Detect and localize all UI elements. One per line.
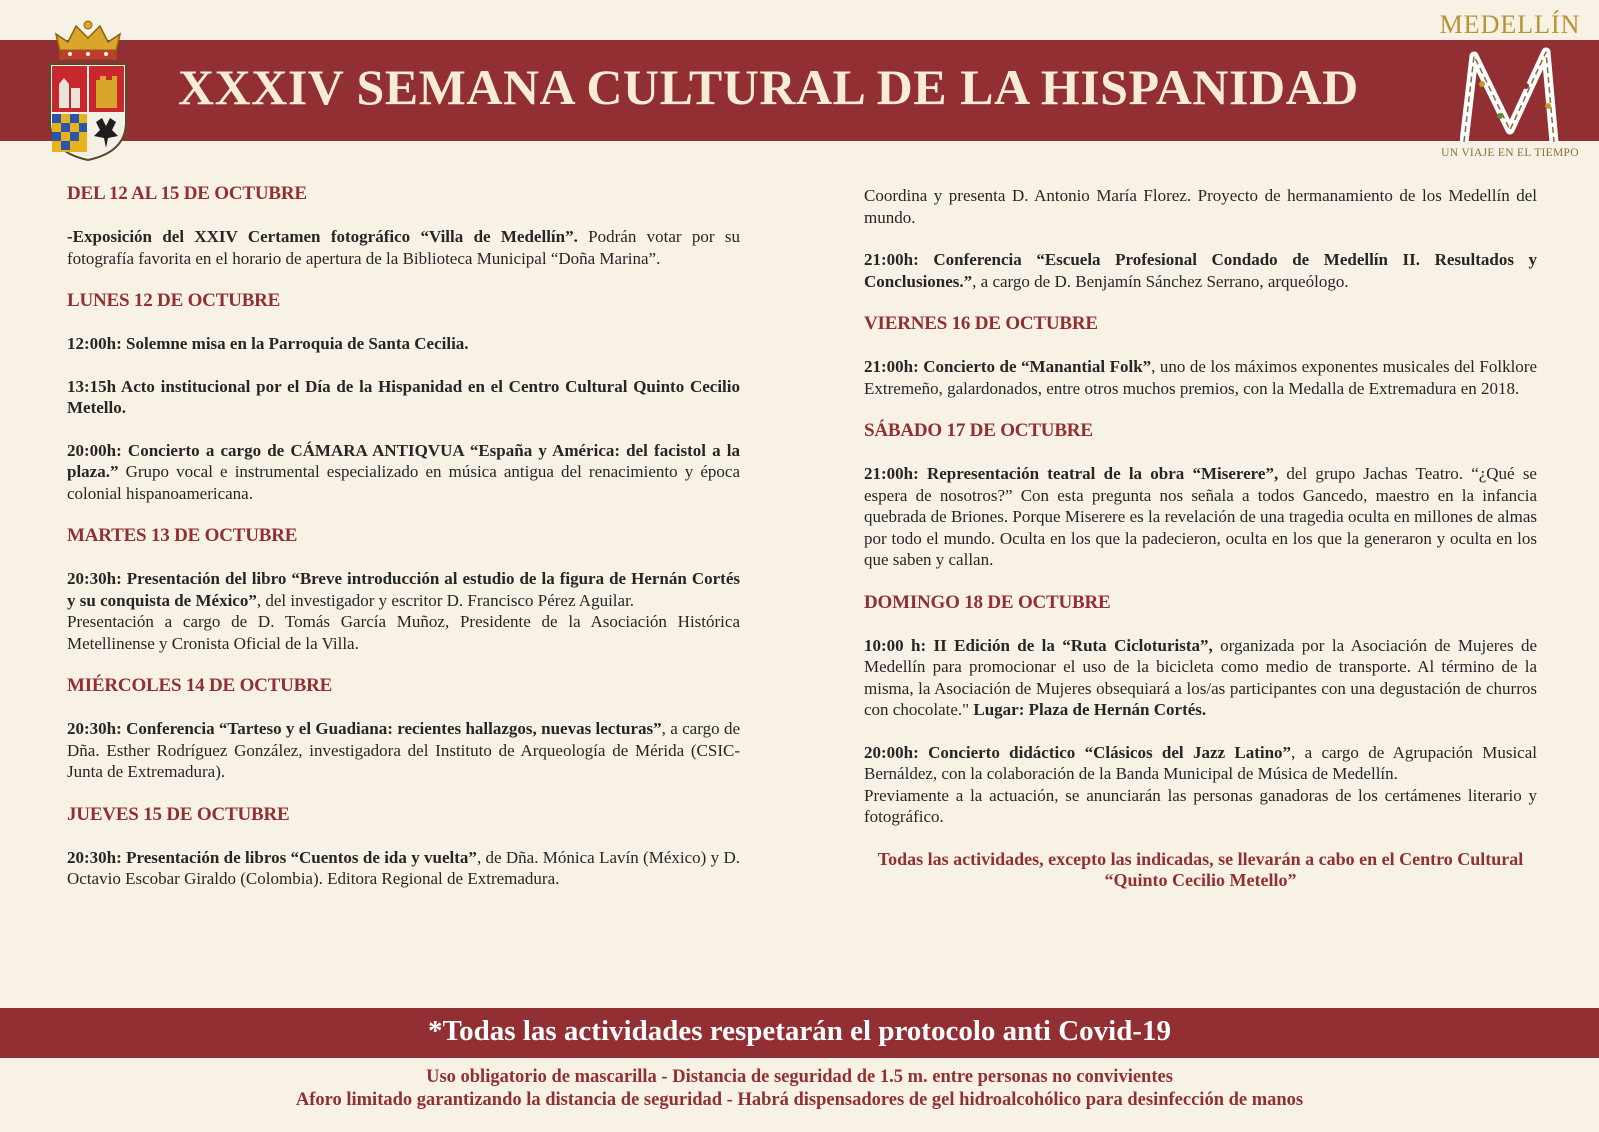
event-title: 21:00h: Conferencia “Escuela Profesional Condado de Medellín II. Resultados y Conclusiones.”	[864, 250, 1537, 291]
day-heading: JUEVES 15 DE OCTUBRE	[67, 803, 290, 825]
covid-rules	[0, 1066, 1599, 1112]
day-heading: DEL 12 AL 15 DE OCTUBRE	[67, 183, 307, 204]
day-heading: MARTES 13 DE OCTUBRE	[67, 525, 298, 546]
program-left-column	[67, 183, 740, 911]
event-item	[67, 376, 740, 419]
event-title: 21:00h: Representación teatral de la obra “Miserere”,	[864, 464, 1279, 483]
event-title: 10:00 h: II Edición de la “Ruta Cicloturista”,	[864, 635, 1213, 655]
event-item	[864, 635, 1537, 721]
medellin-m-logo-icon	[1460, 46, 1560, 146]
event-description: Grupo vocal e instrumental especializado en música antigua del renacimiento y época colonial hispanoamericana.	[67, 462, 740, 503]
day-heading: DOMINGO 18 DE OCTUBRE	[864, 591, 1111, 613]
event-item	[864, 356, 1537, 399]
event-item	[67, 568, 740, 654]
event-title: 20:00h: Concierto didáctico “Clásicos del Jazz Latino”	[864, 742, 1292, 762]
event-title: 20:30h: Conferencia “Tarteso y el Guadiana: recientes hallazgos, nuevas lecturas”	[67, 719, 662, 738]
day-heading: VIERNES 16 DE OCTUBRE	[864, 313, 1098, 334]
program-right-column	[864, 185, 1537, 892]
event-description: , a cargo de Agrupación Musical Bernáldez, con la colaboración de la Banda Municipal de Música de Medellín.	[864, 742, 1537, 783]
day-heading: SÁBADO 17 DE OCTUBRE	[864, 420, 1093, 441]
event-title: 20:30h: Presentación de libros “Cuentos de ida y vuelta”	[67, 847, 477, 867]
event-item	[864, 185, 1537, 228]
event-title: -Exposición del XXIV Certamen fotográfico “Villa de Medellín”.	[67, 227, 578, 246]
event-title: 13:15h Acto institucional por el Día de la Hispanidad en el Centro Cultural Quinto Cecilio Metello.	[67, 376, 740, 417]
covid-rule: Uso obligatorio de mascarilla - Distancia de seguridad de 1.5 m. entre personas no convivientes	[426, 1067, 1173, 1087]
event-description: Coordina y presenta D. Antonio María Florez. Proyecto de hermanamiento de los Medellín del mundo.	[864, 186, 1537, 227]
event-item	[864, 249, 1537, 292]
event-title: 21:00h: Concierto de “Manantial Folk”	[864, 357, 1152, 376]
event-item	[67, 847, 740, 890]
medellin-brand	[1430, 10, 1590, 160]
event-item	[864, 742, 1537, 828]
venue-note: Todas las actividades, excepto las indicadas, se llevarán a cabo en el Centro Cultural “Quinto Cecilio Metello”	[877, 848, 1524, 890]
coat-of-arms-icon	[46, 18, 130, 164]
event-description: , uno de los máximos exponentes musicales del Folklore Extremeño, galardonados, entre otros muchos premios, con la Medalla de Extremadura en 2018.	[864, 357, 1537, 398]
event-description: Podrán votar por su fotografía favorita en el horario de apertura de la Biblioteca Municipal “Doña Marina”.	[67, 227, 740, 268]
event-description: Previamente a la actuación, se anunciarán las personas ganadoras de los certámenes literario y fotográfico.	[864, 785, 1537, 826]
event-item	[67, 333, 740, 355]
event-item	[864, 463, 1537, 571]
day-heading: LUNES 12 DE OCTUBRE	[67, 290, 281, 311]
event-description: organizada por la Asociación de Mujeres de Medellín para promocionar el uso de la bicicleta como medio de transporte. Al término de la misma, la Asociación de Mujeres obsequiará a los/as participantes con una degustación de churros con chocolate."	[864, 635, 1537, 719]
event-item	[67, 718, 740, 783]
event-description: del grupo Jachas Teatro. “¿Qué se espera de nosotros?” Con esta pregunta nos señala a todos Gancedo, maestro en la infancia quebrada de Briones. Porque Miserere es la revelación de una tragedia oculta en millones de almas por todo el mundo. Oculta en los que la padecieron, oculta en los que la generaron y oculta en los que saben y callan.	[864, 464, 1537, 569]
event-location: Lugar: Plaza de Hernán Cortés.	[969, 700, 1207, 719]
event-title: 12:00h: Solemne misa en la Parroquia de Santa Cecilia.	[67, 334, 469, 353]
event-description: Presentación a cargo de D. Tomás García Muñoz, Presidente de la Asociación Histórica Metellinense y Cronista Oficial de la Villa.	[67, 612, 740, 653]
covid-rule: Aforo limitado garantizando la distancia de seguridad - Habrá dispensadores de gel hidroalcohólico para desinfección de manos	[295, 1090, 1304, 1110]
brand-name: MEDELLÍN	[1439, 10, 1581, 39]
covid-notice-title: *Todas las actividades respetarán el protocolo anti Covid-19	[427, 1015, 1172, 1047]
event-item	[67, 440, 740, 505]
page-title: XXXIV SEMANA CULTURAL DE LA HISPANIDAD	[178, 59, 1359, 115]
event-description: , de Dña. Mónica Lavín (México) y D. Octavio Escobar Giraldo (Colombia). Editora Regional de Extremadura.	[67, 847, 740, 888]
brand-tagline: UN VIAJE EN EL TIEMPO	[1441, 147, 1579, 159]
event-description: , a cargo de Dña. Esther Rodríguez González, investigadora del Instituto de Arqueología de Mérida (CSIC-Junta de Extremadura).	[67, 719, 740, 781]
day-heading: MIÉRCOLES 14 DE OCTUBRE	[67, 675, 333, 696]
event-description: , a cargo de D. Benjamín Sánchez Serrano, arqueólogo.	[972, 271, 1349, 291]
event-title: 20:00h: Concierto a cargo de CÁMARA ANTIQVUA “España y América: del facistol a la plaza.”	[67, 440, 740, 481]
event-item	[67, 226, 740, 269]
event-description: , del investigador y escritor D. Francisco Pérez Aguilar.	[256, 590, 635, 610]
event-title: 20:30h: Presentación del libro “Breve introducción al estudio de la figura de Hernán Cortés y su conquista de México”	[67, 569, 740, 610]
